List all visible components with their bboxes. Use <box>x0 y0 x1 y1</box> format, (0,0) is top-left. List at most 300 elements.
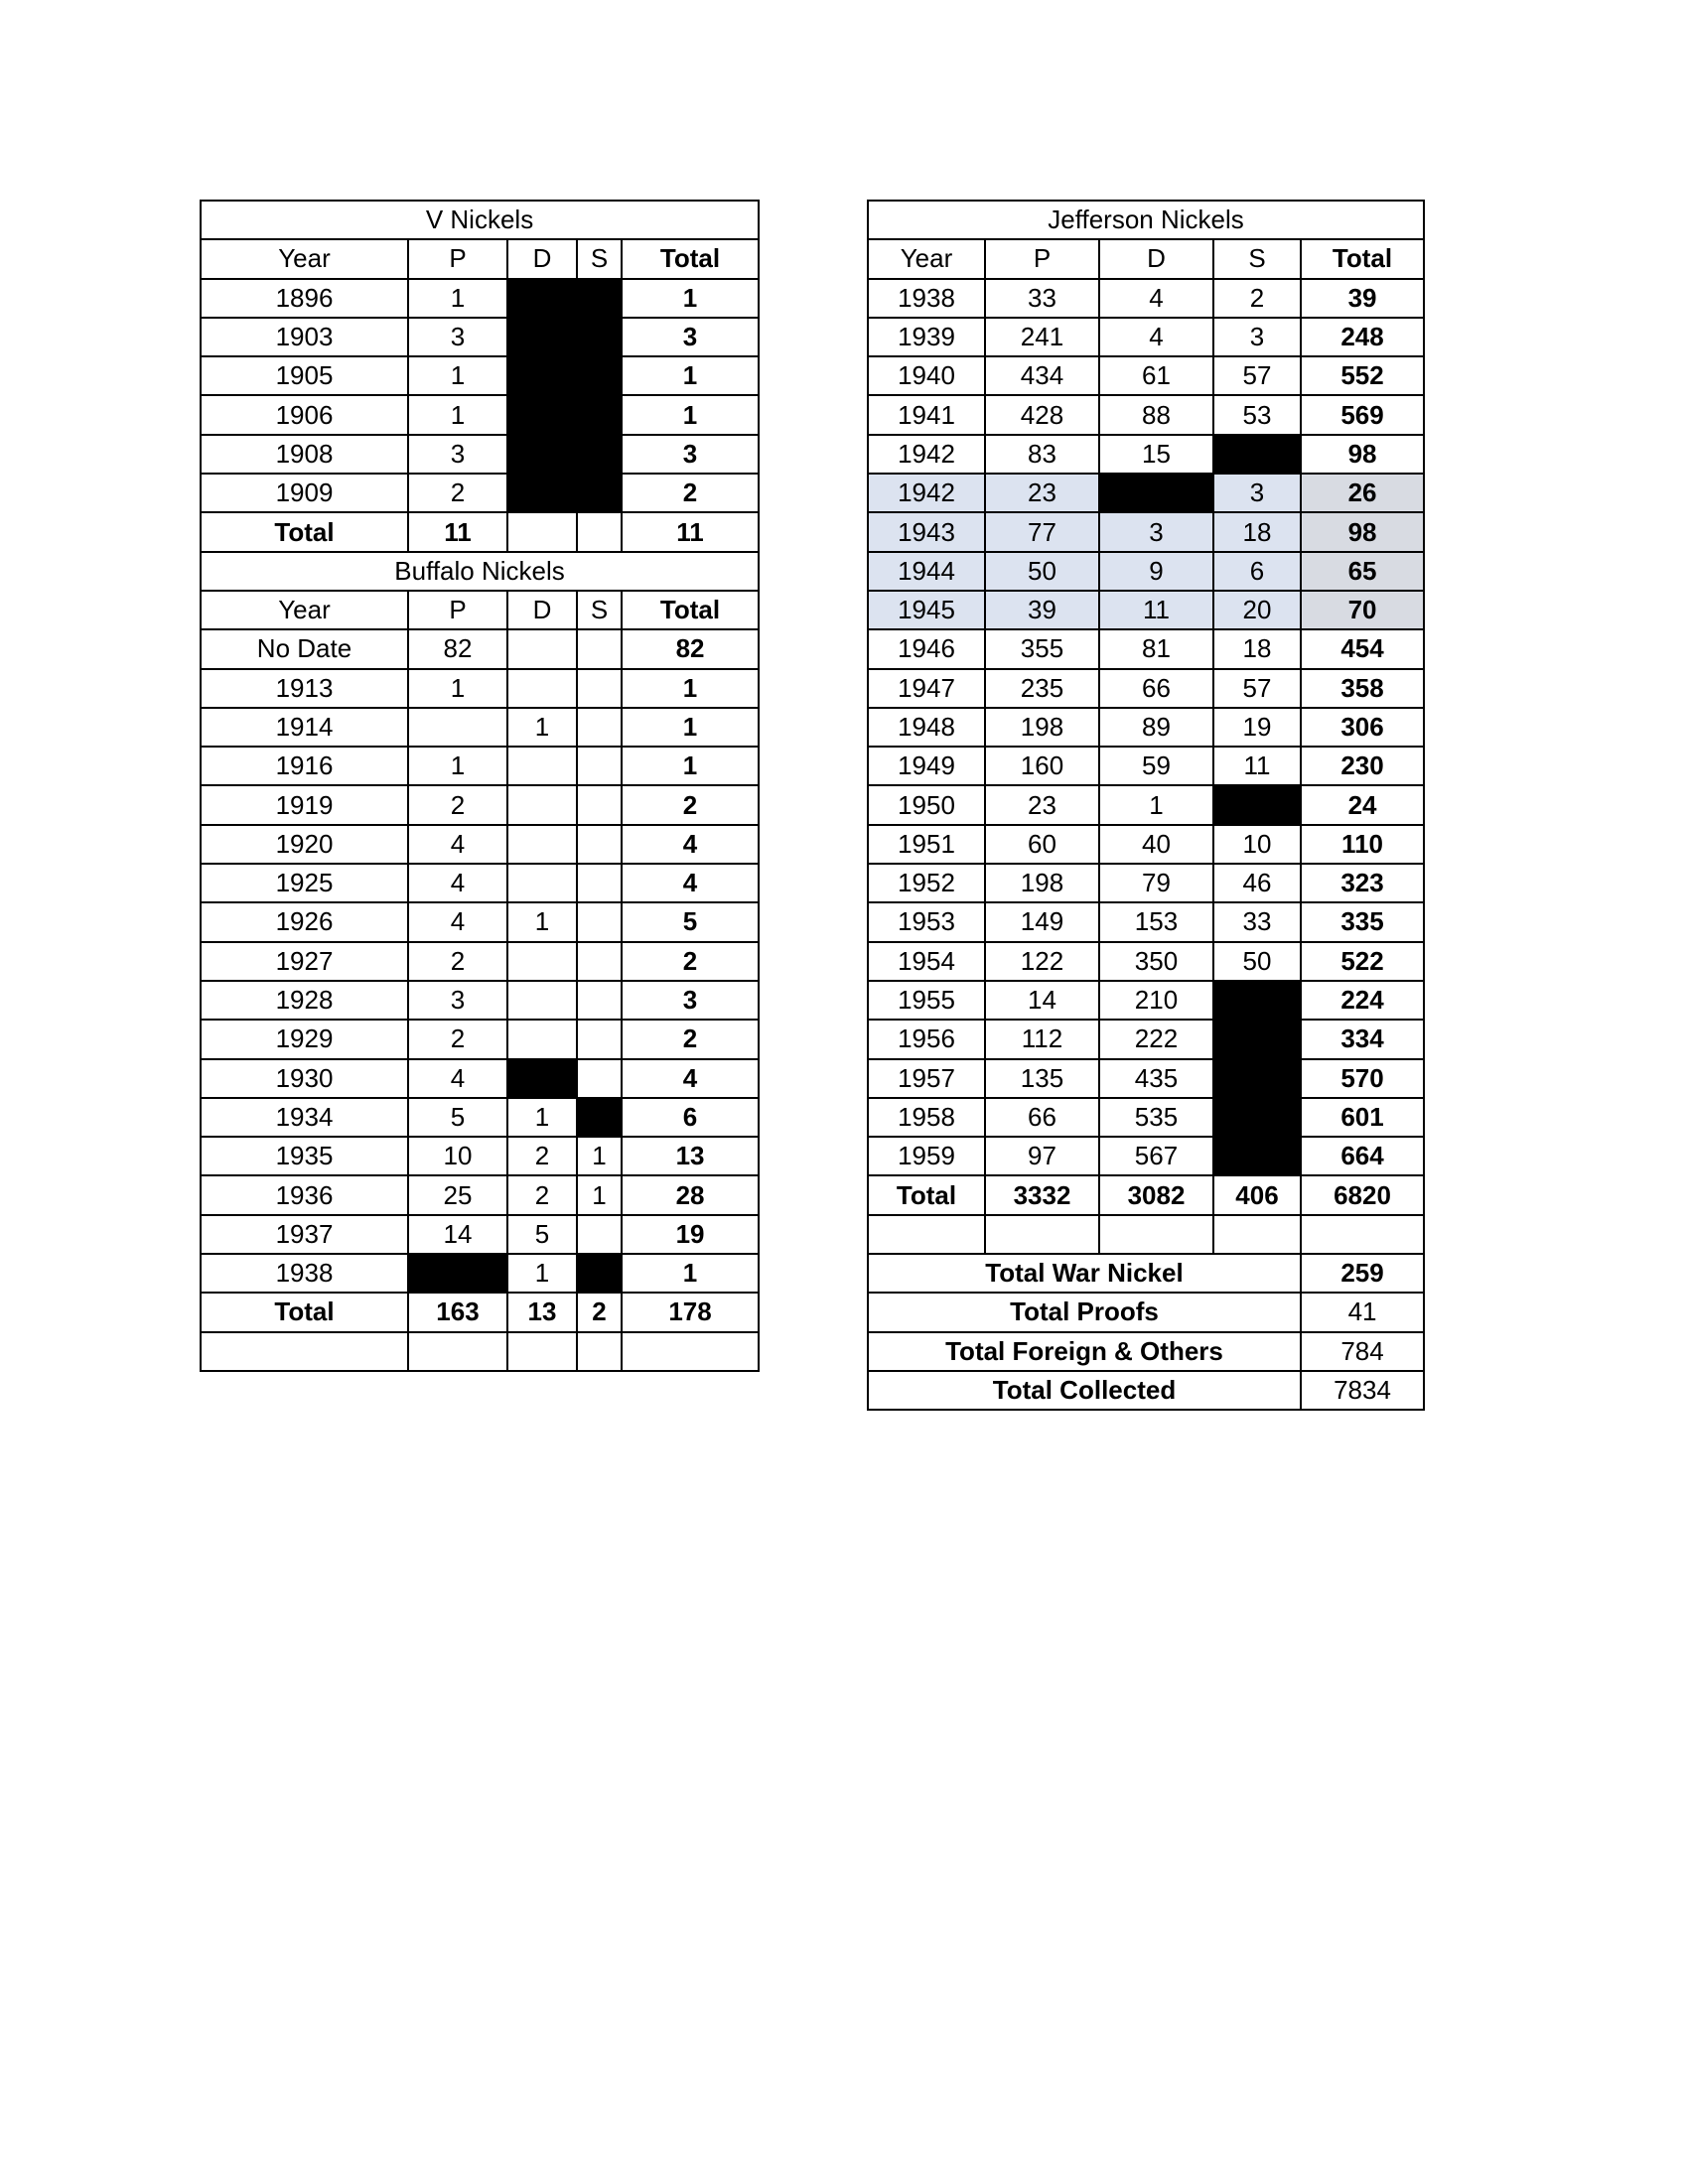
column-header: D <box>507 591 577 629</box>
s-cell <box>577 1215 622 1254</box>
total-cell: 98 <box>1301 435 1424 474</box>
empty-cell <box>1301 1215 1424 1254</box>
jefferson-nickels-title-row <box>868 201 1424 239</box>
blocked-cell <box>1213 435 1301 474</box>
year-cell: 1942 <box>868 474 985 512</box>
s-cell <box>577 708 622 747</box>
s-cell: 19 <box>1213 708 1301 747</box>
year-cell: 1939 <box>868 318 985 356</box>
v-and-buffalo-nickels-table <box>200 200 760 1372</box>
total-cell: 4 <box>622 1059 759 1098</box>
s-cell: 57 <box>1213 356 1301 395</box>
s-cell: 50 <box>1213 942 1301 981</box>
blocked-cell <box>577 435 622 474</box>
p-cell: 33 <box>985 279 1099 318</box>
total-cell: 358 <box>1301 669 1424 708</box>
d-cell <box>507 1020 577 1058</box>
p-cell: 3 <box>408 318 507 356</box>
d-cell: 1 <box>507 902 577 941</box>
s-cell <box>577 1059 622 1098</box>
p-total: 163 <box>408 1293 507 1331</box>
d-cell: 567 <box>1099 1137 1213 1175</box>
s-cell: 57 <box>1213 669 1301 708</box>
table-row <box>201 629 759 668</box>
d-total <box>507 512 577 551</box>
summary-label: Total Foreign & Others <box>868 1332 1301 1371</box>
total-cell: 1 <box>622 669 759 708</box>
year-cell: 1927 <box>201 942 408 981</box>
total-cell: 6 <box>622 1098 759 1137</box>
p-cell: 97 <box>985 1137 1099 1175</box>
total-cell: 570 <box>1301 1059 1424 1098</box>
summary-value: 41 <box>1301 1293 1424 1331</box>
year-cell: 1950 <box>868 785 985 824</box>
p-cell: 23 <box>985 785 1099 824</box>
empty-row <box>201 1332 759 1371</box>
d-cell: 1 <box>507 1254 577 1293</box>
table-row <box>201 708 759 747</box>
p-cell: 135 <box>985 1059 1099 1098</box>
year-cell: 1945 <box>868 591 985 629</box>
year-cell: 1938 <box>201 1254 408 1293</box>
d-cell: 89 <box>1099 708 1213 747</box>
table-row <box>201 1059 759 1098</box>
d-cell <box>507 629 577 668</box>
grand-total: 178 <box>622 1293 759 1331</box>
column-header: Total <box>622 239 759 278</box>
column-header: S <box>1213 239 1301 278</box>
year-cell: 1926 <box>201 902 408 941</box>
p-cell: 23 <box>985 474 1099 512</box>
s-cell: 6 <box>1213 552 1301 591</box>
jefferson-nickels-total-row <box>868 1175 1424 1214</box>
year-cell: 1952 <box>868 864 985 902</box>
year-cell: No Date <box>201 629 408 668</box>
s-cell <box>577 629 622 668</box>
year-cell: 1925 <box>201 864 408 902</box>
buffalo-nickels-header-row <box>201 591 759 629</box>
d-total: 3082 <box>1099 1175 1213 1214</box>
blocked-cell <box>577 279 622 318</box>
table-row <box>201 1175 759 1214</box>
blocked-cell <box>408 1254 507 1293</box>
p-cell: 434 <box>985 356 1099 395</box>
table-row <box>868 318 1424 356</box>
p-cell: 198 <box>985 708 1099 747</box>
year-cell: 1896 <box>201 279 408 318</box>
s-cell: 18 <box>1213 629 1301 668</box>
jefferson-nickels-header-row <box>868 239 1424 278</box>
total-cell: 334 <box>1301 1020 1424 1058</box>
p-cell: 4 <box>408 1059 507 1098</box>
p-cell: 66 <box>985 1098 1099 1137</box>
year-cell: 1935 <box>201 1137 408 1175</box>
summary-label: Total War Nickel <box>868 1254 1301 1293</box>
d-cell: 153 <box>1099 902 1213 941</box>
p-cell: 112 <box>985 1020 1099 1058</box>
summary-row <box>868 1293 1424 1331</box>
column-header: Total <box>622 591 759 629</box>
blocked-cell <box>1099 474 1213 512</box>
d-cell <box>507 825 577 864</box>
year-cell: 1909 <box>201 474 408 512</box>
total-cell: 39 <box>1301 279 1424 318</box>
year-cell: 1934 <box>201 1098 408 1137</box>
empty-cell <box>201 1332 408 1371</box>
year-cell: 1951 <box>868 825 985 864</box>
d-cell: 59 <box>1099 747 1213 785</box>
table-row <box>868 669 1424 708</box>
s-total: 406 <box>1213 1175 1301 1214</box>
war-nickel-row <box>868 474 1424 512</box>
total-cell: 224 <box>1301 981 1424 1020</box>
total-cell: 98 <box>1301 512 1424 551</box>
total-cell: 26 <box>1301 474 1424 512</box>
year-cell: 1919 <box>201 785 408 824</box>
blocked-cell <box>1213 1098 1301 1137</box>
year-cell: 1955 <box>868 981 985 1020</box>
d-cell: 9 <box>1099 552 1213 591</box>
year-cell: 1946 <box>868 629 985 668</box>
d-cell <box>507 785 577 824</box>
total-cell: 2 <box>622 474 759 512</box>
p-cell: 1 <box>408 669 507 708</box>
p-cell: 3 <box>408 981 507 1020</box>
total-cell: 24 <box>1301 785 1424 824</box>
blocked-cell <box>507 435 577 474</box>
d-cell: 435 <box>1099 1059 1213 1098</box>
s-total: 2 <box>577 1293 622 1331</box>
p-cell: 14 <box>985 981 1099 1020</box>
d-cell: 79 <box>1099 864 1213 902</box>
p-cell: 1 <box>408 395 507 434</box>
year-cell: 1905 <box>201 356 408 395</box>
war-nickel-row <box>868 552 1424 591</box>
blocked-cell <box>507 356 577 395</box>
total-cell: 19 <box>622 1215 759 1254</box>
table-row <box>201 279 759 318</box>
s-cell: 46 <box>1213 864 1301 902</box>
table-row <box>201 1020 759 1058</box>
table-row <box>868 1059 1424 1098</box>
table-row <box>868 864 1424 902</box>
empty-cell <box>408 1332 507 1371</box>
d-cell: 350 <box>1099 942 1213 981</box>
d-cell <box>507 669 577 708</box>
empty-cell <box>1099 1215 1213 1254</box>
year-cell: 1908 <box>201 435 408 474</box>
year-cell: 1944 <box>868 552 985 591</box>
total-cell: 1 <box>622 1254 759 1293</box>
summary-row <box>868 1332 1424 1371</box>
table-row <box>201 669 759 708</box>
total-label: Total <box>201 512 408 551</box>
s-cell: 2 <box>1213 279 1301 318</box>
table-row <box>868 942 1424 981</box>
d-cell: 66 <box>1099 669 1213 708</box>
total-cell: 110 <box>1301 825 1424 864</box>
year-cell: 1942 <box>868 435 985 474</box>
p-cell: 1 <box>408 279 507 318</box>
left-table-body <box>201 201 759 1371</box>
year-cell: 1941 <box>868 395 985 434</box>
year-cell: 1916 <box>201 747 408 785</box>
blocked-cell <box>577 1098 622 1137</box>
table-row <box>868 1137 1424 1175</box>
p-cell: 235 <box>985 669 1099 708</box>
blocked-cell <box>507 1059 577 1098</box>
year-cell: 1949 <box>868 747 985 785</box>
total-cell: 323 <box>1301 864 1424 902</box>
year-cell: 1936 <box>201 1175 408 1214</box>
p-cell: 2 <box>408 942 507 981</box>
column-header: Total <box>1301 239 1424 278</box>
jefferson-nickels-table <box>867 200 1425 1411</box>
s-cell: 20 <box>1213 591 1301 629</box>
p-cell: 149 <box>985 902 1099 941</box>
war-nickel-row <box>868 512 1424 551</box>
table-row <box>868 356 1424 395</box>
empty-cell <box>868 1215 985 1254</box>
s-cell: 18 <box>1213 512 1301 551</box>
total-cell: 454 <box>1301 629 1424 668</box>
blocked-cell <box>577 356 622 395</box>
table-row <box>201 1254 759 1293</box>
total-cell: 2 <box>622 942 759 981</box>
table-row <box>868 981 1424 1020</box>
table-row <box>868 708 1424 747</box>
total-cell: 13 <box>622 1137 759 1175</box>
table-row <box>868 279 1424 318</box>
total-cell: 28 <box>622 1175 759 1214</box>
d-cell: 61 <box>1099 356 1213 395</box>
table-row <box>201 474 759 512</box>
p-cell: 2 <box>408 785 507 824</box>
blocked-cell <box>507 474 577 512</box>
total-cell: 248 <box>1301 318 1424 356</box>
year-cell: 1956 <box>868 1020 985 1058</box>
column-header: P <box>408 239 507 278</box>
total-cell: 4 <box>622 825 759 864</box>
blocked-cell <box>507 279 577 318</box>
s-cell <box>577 1020 622 1058</box>
year-cell: 1913 <box>201 669 408 708</box>
table-row <box>868 825 1424 864</box>
d-cell <box>507 981 577 1020</box>
d-cell: 222 <box>1099 1020 1213 1058</box>
total-cell: 306 <box>1301 708 1424 747</box>
d-cell: 1 <box>1099 785 1213 824</box>
year-cell: 1930 <box>201 1059 408 1098</box>
d-cell: 4 <box>1099 318 1213 356</box>
d-cell: 2 <box>507 1175 577 1214</box>
table-row <box>201 747 759 785</box>
blocked-cell <box>577 474 622 512</box>
total-cell: 1 <box>622 747 759 785</box>
table-row <box>201 902 759 941</box>
summary-value: 7834 <box>1301 1371 1424 1410</box>
p-cell: 3 <box>408 435 507 474</box>
p-cell: 1 <box>408 356 507 395</box>
buffalo-nickels-total-row <box>201 1293 759 1331</box>
p-cell: 4 <box>408 825 507 864</box>
grand-total: 6820 <box>1301 1175 1424 1214</box>
table-row <box>201 785 759 824</box>
table-row <box>201 942 759 981</box>
total-label: Total <box>868 1175 985 1214</box>
table-row <box>868 747 1424 785</box>
total-cell: 522 <box>1301 942 1424 981</box>
s-cell: 10 <box>1213 825 1301 864</box>
d-cell: 4 <box>1099 279 1213 318</box>
year-cell: 1940 <box>868 356 985 395</box>
d-cell: 11 <box>1099 591 1213 629</box>
year-cell: 1928 <box>201 981 408 1020</box>
column-header: S <box>577 239 622 278</box>
p-cell: 355 <box>985 629 1099 668</box>
d-cell <box>507 942 577 981</box>
table-row <box>868 902 1424 941</box>
p-cell: 5 <box>408 1098 507 1137</box>
total-cell: 3 <box>622 435 759 474</box>
blocked-cell <box>1213 1020 1301 1058</box>
d-cell: 1 <box>507 1098 577 1137</box>
s-cell: 11 <box>1213 747 1301 785</box>
column-header: P <box>408 591 507 629</box>
p-cell: 428 <box>985 395 1099 434</box>
total-cell: 2 <box>622 785 759 824</box>
total-cell: 82 <box>622 629 759 668</box>
column-header: P <box>985 239 1099 278</box>
p-cell: 160 <box>985 747 1099 785</box>
year-cell: 1957 <box>868 1059 985 1098</box>
table-row <box>201 1098 759 1137</box>
d-cell <box>507 747 577 785</box>
summary-value: 259 <box>1301 1254 1424 1293</box>
s-cell <box>577 747 622 785</box>
v-nickels-total-row <box>201 512 759 551</box>
year-cell: 1953 <box>868 902 985 941</box>
s-cell: 53 <box>1213 395 1301 434</box>
column-header: Year <box>868 239 985 278</box>
total-cell: 664 <box>1301 1137 1424 1175</box>
table-row <box>201 1137 759 1175</box>
p-cell: 4 <box>408 902 507 941</box>
s-cell: 3 <box>1213 318 1301 356</box>
p-cell: 39 <box>985 591 1099 629</box>
table-row <box>868 435 1424 474</box>
p-cell: 77 <box>985 512 1099 551</box>
total-cell: 230 <box>1301 747 1424 785</box>
blocked-cell <box>577 318 622 356</box>
d-cell: 88 <box>1099 395 1213 434</box>
table-row <box>201 981 759 1020</box>
table-row <box>868 1020 1424 1058</box>
p-cell: 25 <box>408 1175 507 1214</box>
blocked-cell <box>577 1254 622 1293</box>
p-cell <box>408 708 507 747</box>
total-cell: 3 <box>622 318 759 356</box>
total-cell: 335 <box>1301 902 1424 941</box>
d-total: 13 <box>507 1293 577 1331</box>
blocked-cell <box>1213 981 1301 1020</box>
table-row <box>201 1215 759 1254</box>
table-row <box>868 629 1424 668</box>
s-cell: 1 <box>577 1175 622 1214</box>
blocked-cell <box>1213 1059 1301 1098</box>
empty-cell <box>985 1215 1099 1254</box>
v-nickels-title: V Nickels <box>201 201 759 239</box>
year-cell: 1947 <box>868 669 985 708</box>
d-cell: 5 <box>507 1215 577 1254</box>
p-cell: 14 <box>408 1215 507 1254</box>
right-table-body <box>868 201 1424 1410</box>
empty-cell <box>622 1332 759 1371</box>
empty-cell <box>507 1332 577 1371</box>
year-cell: 1903 <box>201 318 408 356</box>
p-total: 3332 <box>985 1175 1099 1214</box>
year-cell: 1920 <box>201 825 408 864</box>
table-row <box>201 825 759 864</box>
p-cell: 82 <box>408 629 507 668</box>
table-row <box>201 435 759 474</box>
buffalo-nickels-title: Buffalo Nickels <box>201 552 759 591</box>
column-header: D <box>507 239 577 278</box>
d-cell: 40 <box>1099 825 1213 864</box>
grand-total: 11 <box>622 512 759 551</box>
d-cell: 81 <box>1099 629 1213 668</box>
d-cell <box>507 864 577 902</box>
p-cell: 1 <box>408 747 507 785</box>
s-cell <box>577 825 622 864</box>
year-cell: 1929 <box>201 1020 408 1058</box>
s-cell: 33 <box>1213 902 1301 941</box>
total-cell: 4 <box>622 864 759 902</box>
year-cell: 1943 <box>868 512 985 551</box>
v-nickels-header-row <box>201 239 759 278</box>
jefferson-nickels-title: Jefferson Nickels <box>868 201 1424 239</box>
year-cell: 1958 <box>868 1098 985 1137</box>
p-cell: 2 <box>408 474 507 512</box>
blocked-cell <box>507 318 577 356</box>
empty-cell <box>577 1332 622 1371</box>
table-row <box>201 395 759 434</box>
s-cell <box>577 669 622 708</box>
summary-label: Total Proofs <box>868 1293 1301 1331</box>
year-cell: 1948 <box>868 708 985 747</box>
s-cell <box>577 942 622 981</box>
p-cell: 198 <box>985 864 1099 902</box>
table-row <box>868 785 1424 824</box>
year-cell: 1937 <box>201 1215 408 1254</box>
d-cell: 1 <box>507 708 577 747</box>
empty-cell <box>1213 1215 1301 1254</box>
buffalo-nickels-title-row <box>201 552 759 591</box>
v-nickels-title-row <box>201 201 759 239</box>
s-cell: 3 <box>1213 474 1301 512</box>
d-cell: 210 <box>1099 981 1213 1020</box>
column-header: Year <box>201 239 408 278</box>
table-row <box>201 864 759 902</box>
total-cell: 552 <box>1301 356 1424 395</box>
s-cell <box>577 902 622 941</box>
p-cell: 10 <box>408 1137 507 1175</box>
total-cell: 5 <box>622 902 759 941</box>
total-label: Total <box>201 1293 408 1331</box>
s-cell <box>577 864 622 902</box>
table-row <box>868 395 1424 434</box>
empty-row <box>868 1215 1424 1254</box>
